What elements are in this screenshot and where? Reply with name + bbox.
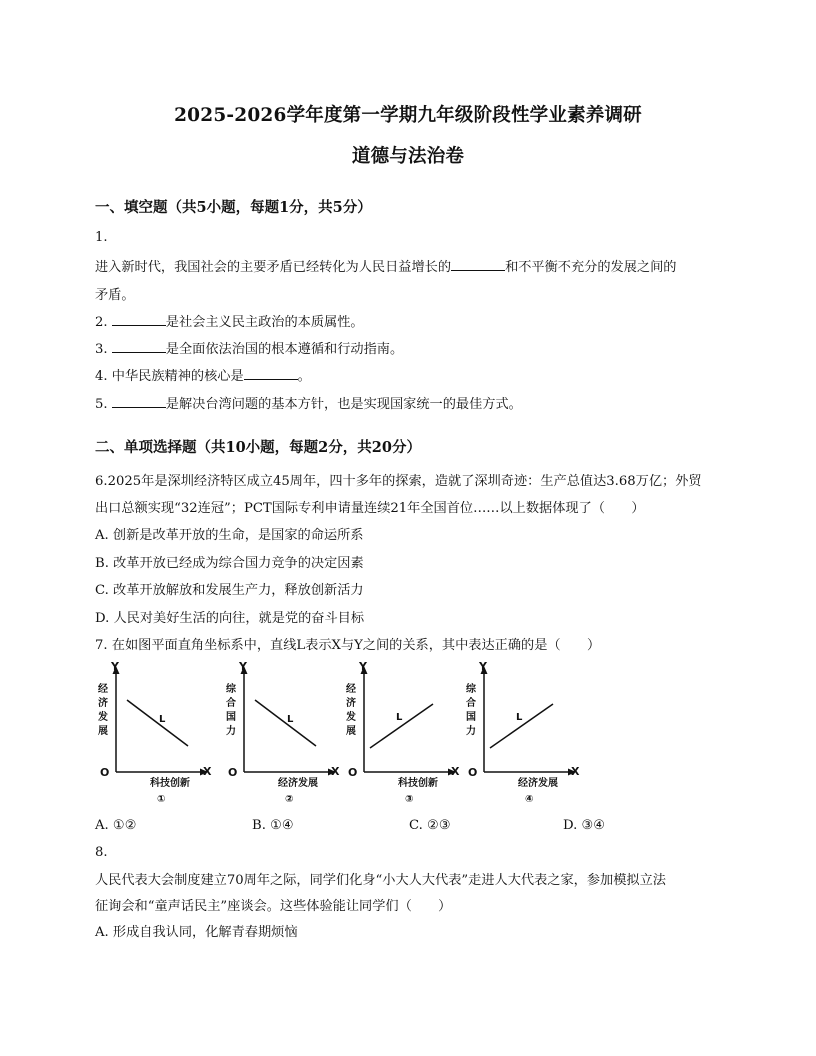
y-axis-label-char: 发 bbox=[98, 712, 108, 723]
y-axis-label-char: 力 bbox=[226, 726, 236, 737]
x-axis-letter: X bbox=[571, 765, 580, 778]
y-axis-letter: Y bbox=[359, 660, 367, 673]
q2-number: 2. bbox=[95, 315, 108, 330]
q3-number: 3. bbox=[95, 342, 108, 357]
x-axis-letter: X bbox=[203, 765, 212, 778]
q7-option-a: A. ①② bbox=[95, 818, 137, 833]
exam-subtitle: 道德与法治卷 bbox=[351, 146, 465, 167]
line-l-label: L bbox=[516, 712, 523, 723]
line-l-label: L bbox=[396, 712, 403, 723]
q4-end: 。 bbox=[297, 369, 311, 384]
q7-option-d: D. ③④ bbox=[563, 818, 606, 833]
graph-number: ② bbox=[285, 794, 294, 805]
x-axis-letter: X bbox=[451, 765, 460, 778]
line-l-label: L bbox=[287, 714, 294, 725]
answer-blank bbox=[112, 313, 166, 326]
y-axis-label-char: 国 bbox=[226, 712, 236, 723]
q1-number: 1. bbox=[95, 230, 108, 245]
graph-number: ① bbox=[157, 794, 166, 805]
q7-text: 7. 在如图平面直角坐标系中，直线L表示X与Y之间的关系，其中表达正确的是（ ） bbox=[95, 638, 601, 653]
origin-label: O bbox=[468, 766, 478, 779]
q5-text bbox=[95, 393, 522, 412]
y-axis-label-char: 合 bbox=[226, 698, 236, 709]
answer-blank bbox=[112, 340, 166, 353]
origin-label: O bbox=[100, 766, 110, 779]
y-axis-label-char: 展 bbox=[98, 726, 108, 737]
y-axis-label-char: 经 bbox=[98, 684, 108, 695]
y-axis-label-char: 综 bbox=[226, 684, 236, 695]
q8-line-2: 征询会和“童声话民主”座谈会。这些体验能让同学们（ ） bbox=[95, 899, 452, 914]
q4-text bbox=[95, 365, 311, 384]
x-axis-letter: X bbox=[331, 765, 340, 778]
x-axis-label: 科技创新 bbox=[150, 778, 190, 789]
q6-line-2: 出口总额实现“32连冠”；PCT国际专利申请量连续21年全国首位……以上数据体现了（ ） bbox=[95, 501, 645, 516]
x-axis-label: 经济发展 bbox=[518, 778, 558, 789]
coordinate-graph bbox=[92, 656, 222, 806]
q6-option-a: A. 创新是改革开放的生命，是国家的命运所系 bbox=[95, 528, 364, 543]
section-1-heading: 一、填空题（共5小题，每题1分，共5分） bbox=[95, 199, 372, 216]
x-axis-label: 经济发展 bbox=[278, 778, 318, 789]
coordinate-graph bbox=[340, 656, 470, 806]
y-axis-label-char: 济 bbox=[346, 698, 356, 709]
coordinate-graph bbox=[460, 656, 590, 806]
q2-body: 是社会主义民主政治的本质属性。 bbox=[165, 315, 364, 330]
q2-text bbox=[95, 311, 364, 330]
x-axis-label: 科技创新 bbox=[398, 778, 438, 789]
graph-4 bbox=[460, 656, 590, 806]
line-l bbox=[490, 704, 553, 748]
q8-line-1: 人民代表大会制度建立70周年之际，同学们化身“小大人大代表”走进人大代表之家，参加模拟立法 bbox=[95, 873, 666, 888]
graph-2 bbox=[220, 656, 350, 806]
q7-option-d-of-q6: D. 人民对美好生活的向往，就是党的奋斗目标 bbox=[95, 611, 365, 626]
coordinate-graph bbox=[220, 656, 350, 806]
graph-3 bbox=[340, 656, 470, 806]
line-l bbox=[255, 700, 316, 746]
y-axis-label-char: 国 bbox=[466, 712, 476, 723]
q6-option-c: C. 改革开放解放和发展生产力，释放创新活力 bbox=[95, 583, 364, 598]
answer-blank bbox=[451, 258, 505, 271]
y-axis-label-char: 综 bbox=[466, 684, 476, 695]
y-axis-label-char: 力 bbox=[466, 726, 476, 737]
answer-blank bbox=[244, 367, 298, 380]
q6-line-1: 6.2025年是深圳经济特区成立45周年，四十多年的探索，造就了深圳奇迹：生产总值达3.68万亿；外贸 bbox=[95, 474, 702, 489]
line-l bbox=[370, 704, 433, 748]
q4-body: 4. 中华民族精神的核心是 bbox=[95, 369, 244, 384]
graph-1 bbox=[92, 656, 222, 806]
answer-blank bbox=[112, 395, 166, 408]
q1-text-end: 矛盾。 bbox=[95, 288, 135, 303]
graph-number: ③ bbox=[405, 794, 414, 805]
y-axis-letter: Y bbox=[479, 660, 487, 673]
q7-option-b: B. ①④ bbox=[252, 818, 294, 833]
y-axis-label-char: 济 bbox=[98, 698, 108, 709]
q3-body: 是全面依法治国的根本遵循和行动指南。 bbox=[165, 342, 404, 357]
y-axis-label-char: 展 bbox=[346, 726, 356, 737]
q1-text bbox=[95, 256, 677, 275]
y-axis-label-char: 合 bbox=[466, 698, 476, 709]
graph-number: ④ bbox=[525, 794, 534, 805]
q5-number: 5. bbox=[95, 397, 108, 412]
q5-body: 是解决台湾问题的基本方针，也是实现国家统一的最佳方式。 bbox=[165, 397, 522, 412]
y-axis-label-char: 发 bbox=[346, 712, 356, 723]
q8-option-a: A. 形成自我认同，化解青春期烦恼 bbox=[95, 925, 298, 940]
exam-title: 2025-2026学年度第一学期九年级阶段性学业素养调研 bbox=[174, 105, 642, 126]
line-l-label: L bbox=[159, 714, 166, 725]
origin-label: O bbox=[228, 766, 238, 779]
q1-text-b: 和不平衡不充分的发展之间的 bbox=[505, 260, 677, 275]
q8-number: 8. bbox=[95, 845, 108, 860]
q6-option-b: B. 改革开放已经成为综合国力竞争的决定因素 bbox=[95, 556, 364, 571]
y-axis-label-char: 经 bbox=[346, 684, 356, 695]
q1-text-a: 进入新时代，我国社会的主要矛盾已经转化为人民日益增长的 bbox=[95, 260, 452, 275]
line-l bbox=[127, 700, 188, 746]
y-axis-letter: Y bbox=[239, 660, 247, 673]
q3-text bbox=[95, 338, 403, 357]
y-axis-letter: Y bbox=[111, 660, 119, 673]
origin-label: O bbox=[348, 766, 358, 779]
q7-option-c: C. ②③ bbox=[409, 818, 451, 833]
section-2-heading: 二、单项选择题（共10小题，每题2分，共20分） bbox=[95, 439, 421, 456]
